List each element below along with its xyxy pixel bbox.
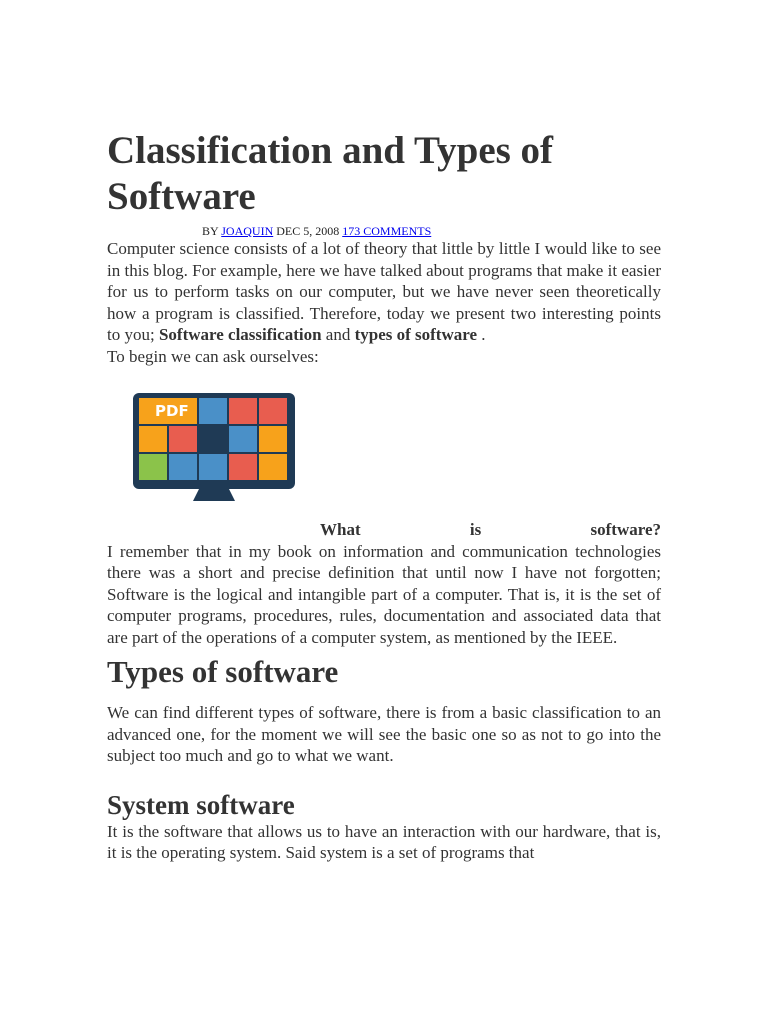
- bold-software-classification: Software classification: [158, 325, 322, 344]
- what-is-software-heading: [107, 519, 661, 541]
- system-software-heading: System software: [107, 789, 295, 820]
- comments-link[interactable]: 173 COMMENTS: [342, 224, 432, 238]
- app-tile: [169, 426, 197, 452]
- author-link[interactable]: JOAQUIN: [221, 224, 274, 238]
- intro-text: Computer science consists of a lot of theory that little by little I would like to see in this blog. For example, here we have talked about programs that make it easier for us to perform tasks on our computer, but we have never seen theoretically how a program is classified. Therefore, today we present two interesting points to you;: [107, 239, 661, 344]
- monitor-icon: [133, 393, 295, 503]
- intro-and: and: [321, 325, 355, 344]
- app-tile: [259, 398, 287, 424]
- app-tile: [139, 426, 167, 452]
- meta-by: BY: [202, 224, 219, 238]
- types-paragraph: We can find different types of software, there is from a basic classification to an advanced one, for the moment we will see the basic one so as not to go into the subject too much and go to what we want.: [107, 703, 661, 765]
- pdf-label: PDF: [155, 402, 189, 420]
- definition-paragraph: I remember that in my book on information and communication technologies there was a short and precise definition that until now I have not forgotten; Software is the logical and intangible part of a computer. That is, it is the set of computer programs, procedures, rules, documentation and associated data that are part of the operations of a computer system, as mentioned by the IEEE.: [107, 541, 661, 647]
- types-heading: Types of software: [107, 654, 339, 689]
- post-date: DEC 5, 2008: [276, 224, 340, 238]
- article: [107, 128, 661, 864]
- intro-end: .: [477, 325, 486, 344]
- software-illustration: [133, 393, 295, 503]
- app-tile: [229, 454, 257, 480]
- question-word-2: is: [469, 520, 482, 539]
- question-word-1: What: [320, 520, 361, 539]
- intro-paragraph: [107, 238, 661, 346]
- begin-paragraph: To begin we can ask ourselves:: [107, 346, 319, 366]
- page-title: Classification and Types of Software: [107, 129, 554, 218]
- question-word-3: software?: [590, 520, 661, 539]
- bold-types-of-software: types of software: [354, 325, 478, 344]
- app-tile: [139, 454, 167, 480]
- post-meta: [202, 224, 661, 238]
- app-tile: [199, 426, 227, 452]
- app-tile: [199, 398, 227, 424]
- app-tile: [169, 454, 197, 480]
- app-tile: [199, 454, 227, 480]
- system-software-paragraph: It is the software that allows us to have an interaction with our hardware, that is, it is the operating system. Said system is a set of programs that: [107, 821, 661, 862]
- app-tile: [229, 398, 257, 424]
- app-tile: [229, 426, 257, 452]
- app-tile: [259, 426, 287, 452]
- app-tile: [259, 454, 287, 480]
